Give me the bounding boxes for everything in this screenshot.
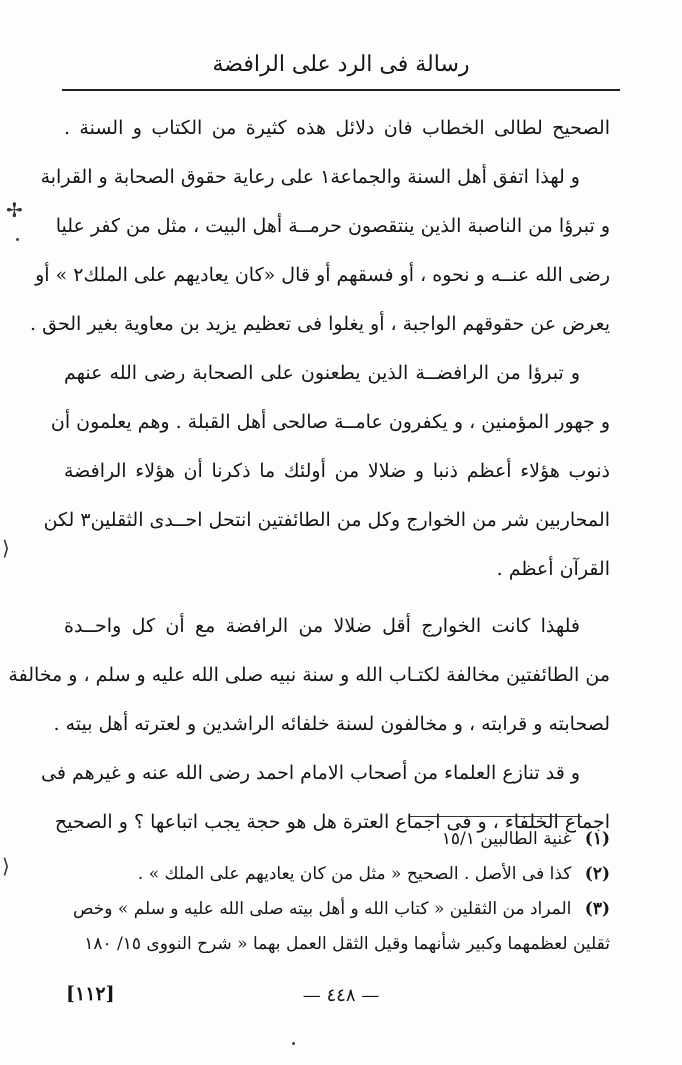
- footnote-item: [64, 892, 610, 927]
- footnote-number: (٣): [584, 899, 610, 919]
- scan-speck: [292, 1042, 295, 1045]
- text-line: و جهور المؤمنين ، و يكفرون عامــة صالحى أهل القبلة . وهم يعلمون أن: [50, 411, 610, 433]
- footnote-item: [64, 857, 610, 892]
- margin-bracket-mark: ⟩: [2, 536, 10, 560]
- footnote-text: المراد من الثقلين « كتاب الله و أهل بيته صلى الله عليه و سلم » وخص: [72, 899, 572, 919]
- footnote-continuation: [64, 927, 610, 962]
- text-line: اجماع الخلفاء ، و فى اجماع العترة هل هو حجة يجب اتباعها ؟ و الصحيح: [54, 811, 610, 833]
- text-line: رضى الله عنــه و نحوه ، أو فسقهم أو قال «كان يعاديهم على الملك٢ » أو: [35, 264, 610, 286]
- footnotes: [64, 822, 610, 962]
- margin-bracket-mark: ⟩: [2, 854, 10, 878]
- page-number: — ٤٤٨ —: [302, 985, 380, 1006]
- header-rule: [62, 89, 620, 91]
- footnote-rule: [410, 816, 582, 817]
- margin-cross-mark: ✢: [6, 198, 23, 222]
- footnote-item: [64, 822, 610, 857]
- text-line: ذنوب هؤلاء أعظم ذنبا و ضلالا من أولئك ما ذكرنا أن هؤلاء الرافضة: [64, 460, 610, 482]
- text-line: و لهذا اتفق أهل السنة والجماعة١ على رعاية حقوق الصحابة و القرابة: [40, 166, 580, 188]
- text-line: القرآن أعظم .: [496, 558, 610, 580]
- text-line: و تبرؤا من الناصبة الذين ينتقصون حرمــة أهل البيت ، مثل من كفر عليا: [55, 215, 610, 237]
- text-line: و قد تنازع العلماء من أصحاب الامام احمد رضى الله عنه و غيرهم فى: [41, 762, 580, 784]
- footnote-text: كذا فى الأصل . الصحيح « مثل من كان يعاديهم على الملك » .: [137, 864, 572, 884]
- scan-speck: [16, 238, 19, 241]
- text-line: من الطائفتين مخالفة لكتـاب الله و سنة نبيه صلى الله عليه و سلم ، و مخالفة: [8, 664, 610, 686]
- text-line: الصحيح لطالى الخطاب فان دلائل هذه كثيرة من الكتاب و السنة .: [64, 117, 610, 139]
- footnote-text: غنية الطالبين ١٥/١: [441, 829, 572, 849]
- footnote-text: ثقلين لعظمهما وكبير شأنهما وقيل الثقل العمل بهما « شرح النووى ١٥/ ١٨٠: [84, 934, 610, 954]
- text-line: يعرض عن حقوقهم الواجبة ، أو يغلوا فى تعظيم يزيد بن معاوية بغير الحق .: [30, 313, 610, 335]
- text-line: لصحابته و قرابته ، و مخالفون لسنة خلفائه الراشدين و لعترته أهل بيته .: [53, 713, 610, 735]
- footnote-number: (١): [584, 829, 610, 849]
- page-marker: [١١٢]: [66, 983, 115, 1005]
- text-line: و تبرؤا من الرافضــة الذين يطعنون على الصحابة رضى الله عنهم: [64, 362, 580, 384]
- footnote-number: (٢): [584, 864, 610, 884]
- running-header-title: رسالة فى الرد على الرافضة: [212, 52, 470, 77]
- main-text: [8, 104, 610, 847]
- text-line: فلهذا كانت الخوارج أقل ضلالا من الرافضة مع أن كل واحــدة: [64, 615, 580, 637]
- text-line: المحاربين شر من الخوارج وكل من الطائفتين انتحل احــدى الثقلين٣ لكن: [43, 509, 610, 531]
